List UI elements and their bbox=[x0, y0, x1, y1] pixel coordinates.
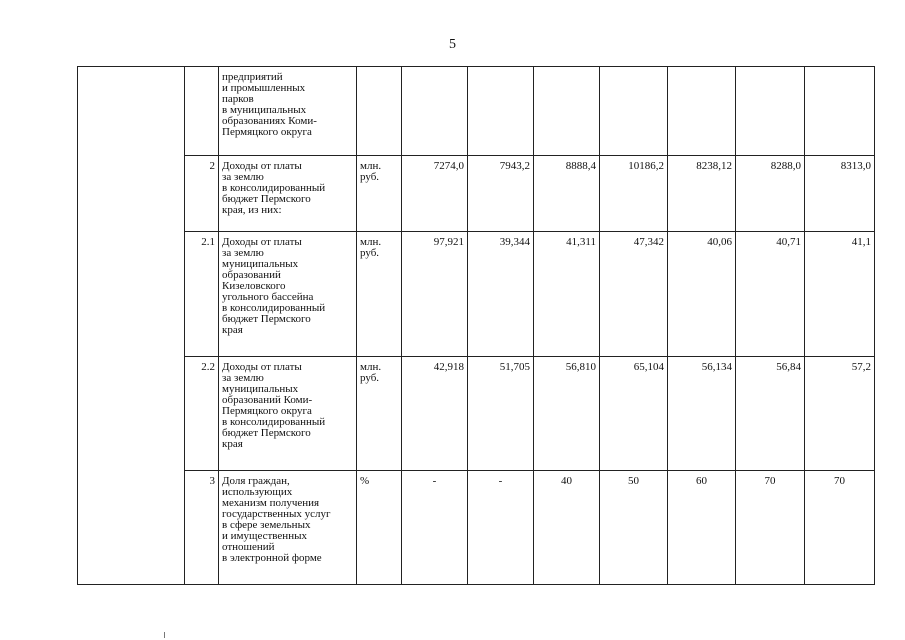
value-cell: 41,1 bbox=[805, 232, 875, 357]
indicator-name-line: Доходы от платы bbox=[222, 361, 302, 373]
value-cell: 70 bbox=[736, 471, 805, 585]
unit-line: руб. bbox=[360, 247, 380, 259]
value-cell: 42,918 bbox=[402, 357, 468, 471]
margin-mark bbox=[164, 632, 165, 638]
value-cell bbox=[805, 67, 875, 156]
value-cell: - bbox=[402, 471, 468, 585]
indicator-name-line: в муниципальных bbox=[222, 104, 307, 116]
value-cell bbox=[668, 67, 736, 156]
indicator-name-line: Доходы от платы bbox=[222, 236, 302, 248]
value-cell: 47,342 bbox=[600, 232, 668, 357]
indicator-name-line: в консолидированный bbox=[222, 416, 326, 428]
unit-line: млн. bbox=[360, 361, 382, 373]
indicator-name-line: Кизеловского bbox=[222, 280, 286, 292]
value-cell: 8288,0 bbox=[736, 156, 805, 232]
value-cell: 39,344 bbox=[468, 232, 534, 357]
indicator-name-line: бюджет Пермского bbox=[222, 193, 311, 205]
value-cell: 8238,12 bbox=[668, 156, 736, 232]
indicator-name-line: муниципальных bbox=[222, 383, 299, 395]
value-cell: 65,104 bbox=[600, 357, 668, 471]
indicator-name-line: предприятий bbox=[222, 71, 283, 83]
indicator-name-line: образований bbox=[222, 269, 281, 281]
value-cell: 97,921 bbox=[402, 232, 468, 357]
value-cell: 51,705 bbox=[468, 357, 534, 471]
indicator-name-line: образованиях Коми- bbox=[222, 115, 317, 127]
indicator-name-line: отношений bbox=[222, 541, 275, 553]
indicator-name-line: в сфере земельных bbox=[222, 519, 311, 531]
indicator-name-line: края, из них: bbox=[222, 204, 282, 216]
value-cell: 60 bbox=[668, 471, 736, 585]
unit-line: млн. bbox=[360, 236, 382, 248]
unit-cell bbox=[357, 67, 402, 156]
indicator-name-line: муниципальных bbox=[222, 258, 299, 270]
indicator-name-line: и имущественных bbox=[222, 530, 307, 542]
value-cell: 40,71 bbox=[736, 232, 805, 357]
indicator-name-line: угольного бассейна bbox=[222, 291, 314, 303]
row-number: 2.2 bbox=[185, 357, 219, 471]
table-row bbox=[78, 67, 875, 156]
value-cell: 57,2 bbox=[805, 357, 875, 471]
row-number: 3 bbox=[185, 471, 219, 585]
value-cell: 56,134 bbox=[668, 357, 736, 471]
table-row bbox=[78, 357, 875, 471]
indicator-name-line: государственных услуг bbox=[222, 508, 331, 520]
unit-cell bbox=[357, 357, 402, 471]
page-number: 5 bbox=[449, 37, 456, 52]
indicator-name-line: механизм получения bbox=[222, 497, 320, 509]
value-cell: 40 bbox=[534, 471, 600, 585]
unit-line: руб. bbox=[360, 372, 380, 384]
value-cell: 10186,2 bbox=[600, 156, 668, 232]
value-cell: 8313,0 bbox=[805, 156, 875, 232]
unit-line: млн. bbox=[360, 160, 382, 172]
indicators-table bbox=[77, 66, 875, 585]
value-cell: 70 bbox=[805, 471, 875, 585]
unit-cell bbox=[357, 232, 402, 357]
indicator-name bbox=[219, 67, 357, 156]
value-cell: 56,84 bbox=[736, 357, 805, 471]
value-cell bbox=[736, 67, 805, 156]
indicator-name-line: бюджет Пермского bbox=[222, 313, 311, 325]
indicator-name-line: в консолидированный bbox=[222, 182, 326, 194]
indicator-name-line: образований Коми- bbox=[222, 394, 313, 406]
value-cell: 7943,2 bbox=[468, 156, 534, 232]
indicator-name-line: Пермяцкого округа bbox=[222, 126, 312, 138]
value-cell bbox=[402, 67, 468, 156]
indicator-name-line: края bbox=[222, 438, 243, 450]
value-cell bbox=[534, 67, 600, 156]
indicator-name-line: бюджет Пермского bbox=[222, 427, 311, 439]
value-cell: 40,06 bbox=[668, 232, 736, 357]
indicator-name-line: в консолидированный bbox=[222, 302, 326, 314]
unit-cell bbox=[357, 156, 402, 232]
value-cell: 8888,4 bbox=[534, 156, 600, 232]
indicator-name-line: за землю bbox=[222, 171, 264, 183]
unit-line: % bbox=[360, 475, 370, 487]
table-row bbox=[78, 471, 875, 585]
table-row bbox=[78, 232, 875, 357]
value-cell bbox=[600, 67, 668, 156]
row-number: 2.1 bbox=[185, 232, 219, 357]
row-number bbox=[185, 67, 219, 156]
value-cell: 56,810 bbox=[534, 357, 600, 471]
indicator-name-line: использующих bbox=[222, 486, 293, 498]
value-cell: - bbox=[468, 471, 534, 585]
indicator-name-line: Доля граждан, bbox=[222, 475, 290, 487]
row-number: 2 bbox=[185, 156, 219, 232]
table-row bbox=[78, 156, 875, 232]
indicator-name-line: парков bbox=[222, 93, 254, 105]
unit-cell bbox=[357, 471, 402, 585]
indicator-name bbox=[219, 357, 357, 471]
value-cell: 7274,0 bbox=[402, 156, 468, 232]
indicator-name-line: края bbox=[222, 324, 243, 336]
value-cell: 41,311 bbox=[534, 232, 600, 357]
indicator-name-line: за землю bbox=[222, 247, 264, 259]
value-cell: 50 bbox=[600, 471, 668, 585]
indicator-name bbox=[219, 471, 357, 585]
indicator-name-line: Доходы от платы bbox=[222, 160, 302, 172]
indicator-name-line: и промышленных bbox=[222, 82, 306, 94]
left-blank-column bbox=[78, 67, 185, 585]
indicator-name-line: Пермяцкого округа bbox=[222, 405, 312, 417]
unit-line: руб. bbox=[360, 171, 380, 183]
indicator-name-line: за землю bbox=[222, 372, 264, 384]
value-cell bbox=[468, 67, 534, 156]
indicator-name bbox=[219, 232, 357, 357]
indicator-name bbox=[219, 156, 357, 232]
indicator-name-line: в электронной форме bbox=[222, 552, 322, 564]
